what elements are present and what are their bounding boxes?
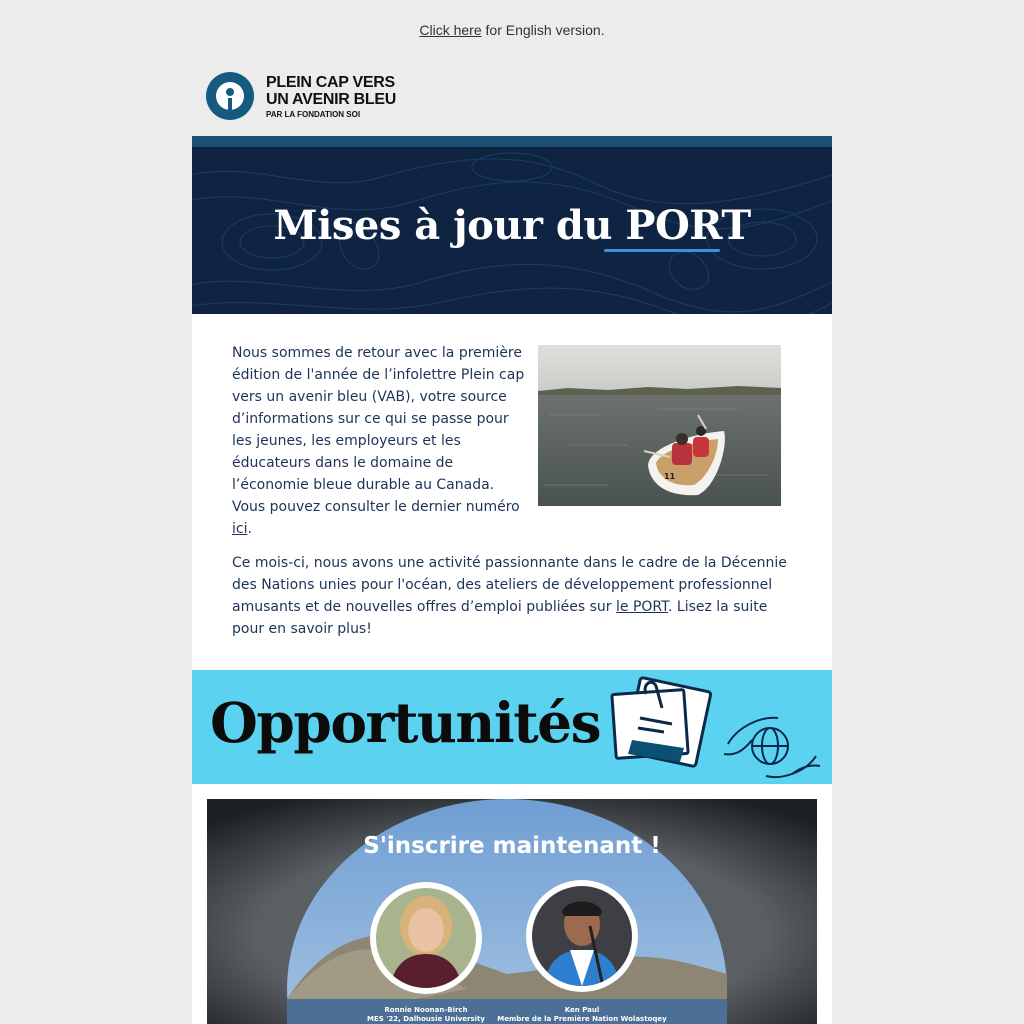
rowboat-photo <box>538 345 781 506</box>
hands-globe-icon <box>724 718 820 777</box>
compass-logo-icon <box>206 72 254 120</box>
speaker-detail-2: Membre de la Première Nation Wolastoqey <box>497 1015 667 1023</box>
newsletter-body <box>192 136 832 1024</box>
previous-issue-link[interactable]: ici <box>232 521 248 537</box>
english-version-link[interactable]: Click here <box>419 22 482 38</box>
section-title: Opportunités <box>210 690 601 755</box>
english-version-text: for English version. <box>481 22 605 38</box>
speaker-name-2: Ken Paul <box>564 1006 600 1014</box>
speaker-name-1: Ronnie Noonan-Birch <box>384 1006 468 1014</box>
intro-paragraph-2: Ce mois-ci, nous avons une activité passionnante dans le cadre de la Décennie des Nations unies pour l'océan, des ateliers de développement professionnel amusants et de nouvelles offres d’emploi publiées sur le PORT. Lisez la suite pour en savoir plus! <box>232 555 787 637</box>
register-now-title: S'inscrire maintenant ! <box>363 833 661 859</box>
logo-line-2: UN AVENIR BLEU <box>266 90 397 108</box>
hero-title-highlight: PORT <box>625 202 751 249</box>
clipboard-icon <box>612 677 711 766</box>
logo-line-1: PLEIN CAP VERS <box>266 73 395 91</box>
hero-top-bar <box>192 136 832 147</box>
hero-banner <box>192 136 832 314</box>
title-underline <box>604 249 720 253</box>
english-version-notice <box>0 22 1024 38</box>
speaker-portrait-2 <box>526 880 638 992</box>
intro-paragraph-1: Nous sommes de retour avec la première édition de l'année de l’infolettre Plein cap vers un avenir bleu (VAB), votre source d’informations sur ce qui se passe pour les jeunes, les employeurs et les éducateurs dans le domaine de l’économie bleue durable au Canada. Vous pouvez consulter le dernier numéro ici. <box>232 345 525 537</box>
port-link[interactable]: le PORT <box>615 599 668 615</box>
svg-text:11: 11 <box>664 472 676 481</box>
opportunities-header <box>192 670 832 784</box>
hero-title: Mises à jour du PORT <box>273 202 751 249</box>
logo-line-3: PAR LA FONDATION SOI <box>266 109 361 119</box>
speaker-caption-2 <box>472 1006 692 1024</box>
registration-banner[interactable] <box>207 799 817 1024</box>
brand-logo[interactable] <box>206 72 396 120</box>
speaker-portrait-1 <box>370 882 482 994</box>
speaker-detail-1: MES '22, Dalhousie University <box>367 1015 485 1023</box>
